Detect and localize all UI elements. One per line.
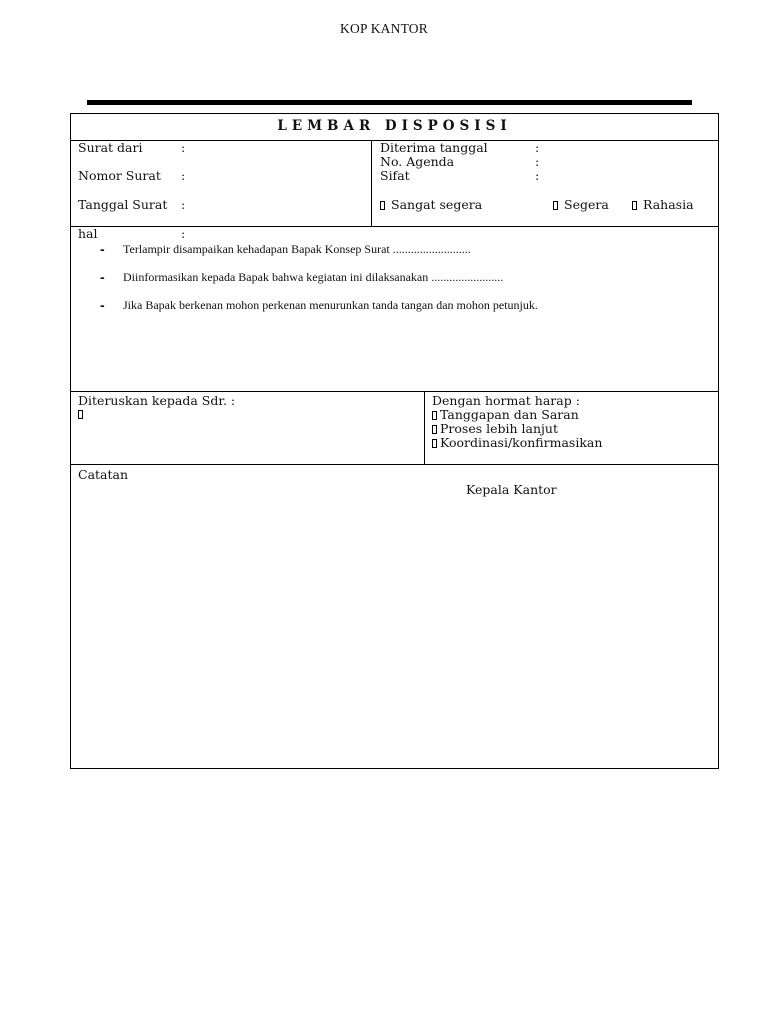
catatan-label: Catatan (78, 467, 129, 482)
field-colon: : (181, 197, 186, 212)
form-title: LEMBAR DISPOSISI (277, 118, 512, 134)
option-sangat-segera (380, 198, 482, 212)
bullet-dash: - (100, 241, 105, 257)
harap-option (432, 422, 558, 436)
disposition-form (70, 113, 719, 769)
checkbox-icon (432, 411, 437, 420)
checkbox-icon (78, 410, 83, 419)
diteruskan-checkbox (78, 407, 89, 421)
checkbox-icon (380, 201, 385, 210)
option-segera (553, 198, 609, 212)
field-colon: : (181, 140, 186, 155)
option-label: Koordinasi/konfirmasikan (440, 435, 603, 450)
field-label-diterima-tanggal: Diterima tanggal (380, 140, 488, 155)
bullet-dash: - (100, 297, 105, 313)
checkbox-icon (432, 439, 437, 448)
field-label-surat-dari: Surat dari (78, 140, 143, 155)
harap-option (432, 408, 579, 422)
field-colon: : (535, 140, 540, 155)
instruction-item: Terlampir disampaikan kehadapan Bapak Konsep Surat .......................... (123, 242, 471, 256)
field-label-no-agenda: No. Agenda (380, 154, 455, 169)
forward-column-divider (424, 391, 425, 465)
field-colon: : (181, 226, 186, 241)
field-colon: : (535, 168, 540, 183)
option-label: Tanggapan dan Saran (440, 407, 579, 422)
forward-divider (71, 464, 718, 465)
field-label-sifat: Sifat (380, 168, 410, 183)
field-label-nomor-surat: Nomor Surat (78, 168, 161, 183)
info-column-divider (371, 140, 372, 227)
checkbox-icon (432, 425, 437, 434)
instruction-item: Diinformasikan kepada Bapak bahwa kegiatan ini dilaksanakan ........................ (123, 270, 504, 284)
signature-label: Kepala Kantor (466, 482, 557, 497)
diteruskan-label: Diteruskan kepada Sdr. : (78, 393, 236, 408)
checkbox-icon (632, 201, 637, 210)
option-rahasia (632, 198, 694, 212)
harap-option (432, 436, 602, 450)
dengan-hormat-label: Dengan hormat harap : (432, 393, 580, 408)
field-colon: : (181, 168, 186, 183)
option-label: Segera (564, 197, 609, 212)
option-label: Rahasia (643, 197, 694, 212)
instruction-item: Jika Bapak berkenan mohon perkenan menurunkan tanda tangan dan mohon petunjuk. (123, 298, 538, 312)
option-label: Sangat segera (391, 197, 483, 212)
checkbox-icon (553, 201, 558, 210)
field-colon: : (535, 154, 540, 169)
letterhead-placeholder: KOP KANTOR (340, 21, 428, 36)
info-divider (71, 226, 718, 227)
bullet-dash: - (100, 269, 105, 285)
letterhead-rule (87, 100, 692, 105)
field-label-hal: hal (78, 226, 98, 241)
option-label: Proses lebih lanjut (440, 421, 558, 436)
hal-divider (71, 391, 718, 392)
field-label-tanggal-surat: Tanggal Surat (78, 197, 168, 212)
